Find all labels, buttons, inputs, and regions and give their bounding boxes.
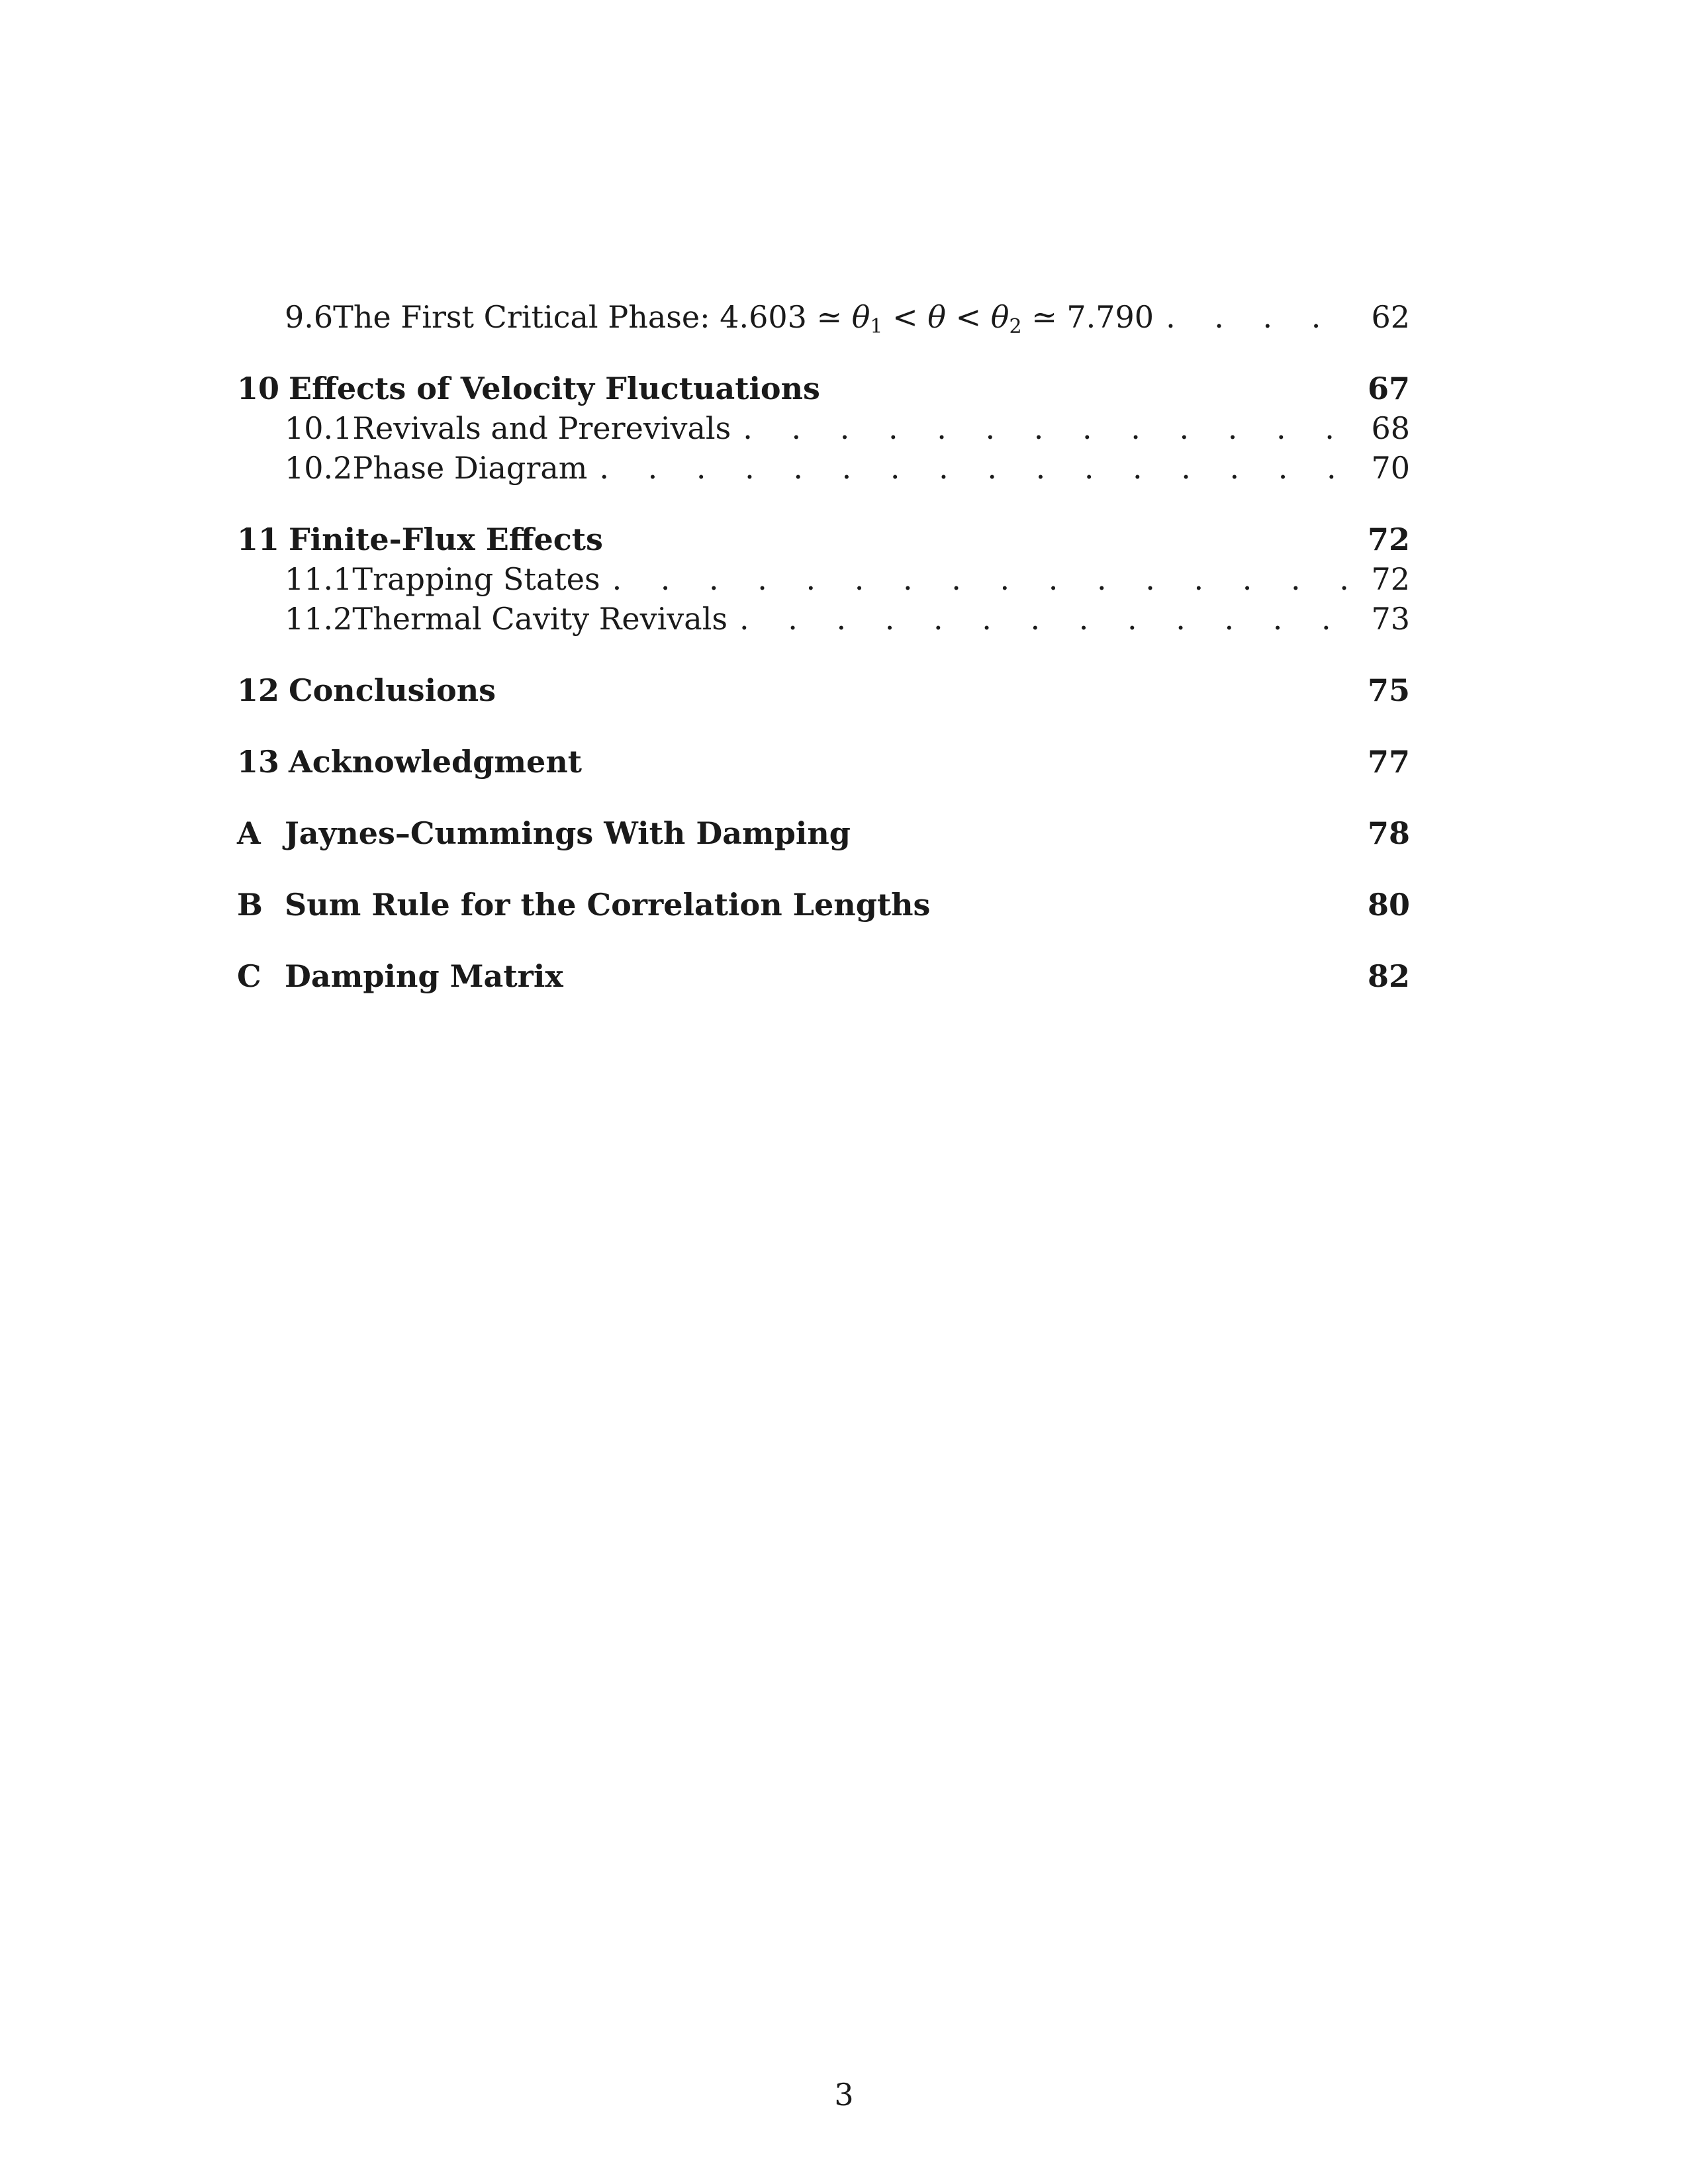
- toc-entry-title: Thermal Cavity Revivals: [352, 601, 728, 637]
- toc-appendix[interactable]: [237, 887, 1410, 923]
- toc-section-number: 11: [237, 522, 280, 557]
- toc-entry-title: Revivals and Prerevivals: [352, 410, 731, 446]
- toc-entry-title: Phase Diagram: [352, 450, 588, 486]
- toc-section-title: Conclusions: [289, 672, 496, 708]
- toc-appendix-letter: A: [237, 815, 261, 851]
- toc-entry[interactable]: [237, 410, 1410, 446]
- toc-entry-title: The First Critical Phase: 4.603 ≃ $\theta_1 < \theta < \theta_2$ ≃ 7.790: [333, 299, 1154, 338]
- page-number: 3: [834, 2077, 854, 2113]
- toc-entry-title: Trapping States: [352, 561, 600, 597]
- toc-appendix-page: 82: [1367, 958, 1410, 994]
- dot-leader: [727, 601, 1358, 637]
- toc-entry-number: 11.2: [285, 601, 353, 637]
- toc-entry[interactable]: [237, 299, 1410, 338]
- toc-section-page: 75: [1367, 672, 1410, 708]
- toc-section[interactable]: [237, 522, 1410, 557]
- toc-section-number: 10: [237, 371, 280, 406]
- toc-entry-page: 73: [1371, 601, 1410, 637]
- dot-leader: [587, 450, 1358, 486]
- toc-entry-number: 10.2: [285, 450, 353, 486]
- dot-leader: [731, 410, 1358, 446]
- toc-section[interactable]: [237, 672, 1410, 708]
- toc-entry-page: 68: [1371, 410, 1410, 446]
- toc-appendix-title: Sum Rule for the Correlation Lengths: [285, 887, 931, 923]
- toc-entry-page: 70: [1371, 450, 1410, 486]
- toc-section-number: 13: [237, 744, 280, 780]
- toc-appendix-page: 78: [1367, 815, 1410, 851]
- toc-entry[interactable]: [237, 561, 1410, 597]
- toc-appendix-title: Jaynes–Cummings With Damping: [285, 815, 851, 851]
- toc-section-page: 67: [1367, 371, 1410, 406]
- toc-section[interactable]: [237, 371, 1410, 406]
- toc-entry-number: 10.1: [285, 410, 353, 446]
- toc-section[interactable]: [237, 744, 1410, 780]
- toc-section-title: Acknowledgment: [289, 744, 583, 780]
- toc-section-page: 77: [1367, 744, 1410, 780]
- dot-leader: [600, 561, 1358, 597]
- toc-section-title: Effects of Velocity Fluctuations: [289, 371, 820, 406]
- dot-leader: [1154, 299, 1358, 335]
- toc-entry-page: 72: [1371, 561, 1410, 597]
- toc-appendix-page: 80: [1367, 887, 1410, 923]
- toc-appendix[interactable]: [237, 815, 1410, 851]
- toc-entry-page: 62: [1371, 299, 1410, 335]
- toc-section-number: 12: [237, 672, 280, 708]
- toc-section-title: Finite-Flux Effects: [289, 522, 603, 557]
- toc-entry[interactable]: [237, 601, 1410, 637]
- toc-appendix-letter: B: [237, 887, 263, 923]
- toc-entry-number: 9.6: [285, 299, 334, 335]
- toc-entry-number: 11.1: [285, 561, 353, 597]
- toc-section-page: 72: [1367, 522, 1410, 557]
- toc-appendix-letter: C: [237, 958, 261, 994]
- toc-appendix-title: Damping Matrix: [285, 958, 563, 994]
- toc-appendix[interactable]: [237, 958, 1410, 994]
- toc-entry[interactable]: [237, 450, 1410, 486]
